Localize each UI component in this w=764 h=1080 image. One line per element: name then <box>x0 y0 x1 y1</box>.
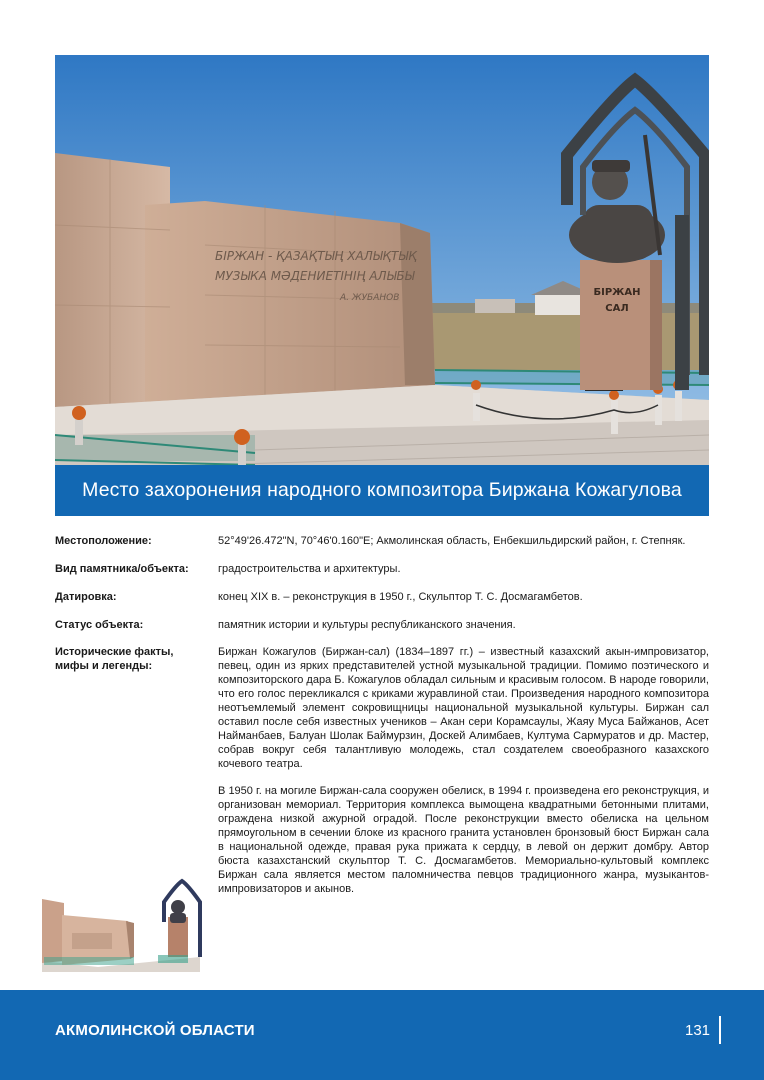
facts-paragraph-1: Биржан Кожагулов (Биржан-сал) (1834–1897 гг.) – известный казахский акын-импровизатор, певец, один из ярких представителей устной музыкальной традиции. Помимо поэтического и композиторского дара Б. Кожагулов обладал сильным и красивым голосом. В народе говорили, что его голос перекликался с криками журавлиной стаи. Произведения народного композитора неотъемлемый элемент сокровищницы национальной музыкальной культуры. Биржан сал оставил после себя известных учеников – Акан сери Корамсаулы, Жаяу Муса Байжанов, Асет Найманбаев, Балуан Шолак Баймурзин, Доскей Алимбаев, Култума Сармуратов и др. Мастер, собрав вокруг себя талантливую молодежь, стал создателем своеобразного казахского кочевого театра. <box>218 646 709 770</box>
location-value: 52°49'26.472"N, 70°46'0.160"E; Акмолинская область, Енбекшильдирский район, г. Степняк. <box>218 535 686 547</box>
type-label: Вид памятника/объекта: <box>55 563 189 575</box>
page-number: 131 <box>685 1022 711 1039</box>
inscription-line-3: А. ЖУБАНОВ <box>340 293 400 303</box>
info-row-date <box>55 590 709 604</box>
inscription-line-2: МУЗЫКА МӘДЕНИЕТІНІҢ АЛЫБЫ <box>215 269 415 283</box>
facts-text <box>218 645 709 771</box>
plinth-line-2: САЛ <box>605 303 629 314</box>
memorial-photo <box>55 55 709 465</box>
facts-text-2 <box>218 784 709 896</box>
facts-label: Исторические факты, мифы и легенды: <box>55 646 174 672</box>
info-row-type <box>55 562 709 576</box>
location-label: Местоположение: <box>55 535 152 547</box>
info-row-location <box>55 534 709 548</box>
date-label: Датировка: <box>55 591 117 603</box>
type-value: градостроительства и архитектуры. <box>218 563 401 575</box>
page-title: Место захоронения народного композитора Биржана Кожагулова <box>55 465 709 516</box>
status-label: Статус объекта: <box>55 619 144 631</box>
inscription-line-1: БІРЖАН - ҚАЗАҚТЫҢ ХАЛЫҚТЫҚ <box>215 249 417 263</box>
footer-region: АКМОЛИНСКОЙ ОБЛАСТИ <box>55 1022 255 1039</box>
memorial-sketch-image <box>38 877 203 977</box>
date-value: конец XIX в. – реконструкция в 1950 г., Скульптор Т. С. Досмагамбетов. <box>218 591 583 603</box>
plinth-line-1: БІРЖАН <box>593 287 641 298</box>
facts-paragraph-2: В 1950 г. на могиле Биржан-сала сооружен обелиск, в 1994 г. произведена его реконструкция, и организован мемориал. Территория комплекса вымощена квадратными бетонными плитами, ограждена низкой ажурной оградой. После реконструкции вместо обелиска на цельном прямоугольном в сечении блоке из красного гранита установлен бронзовый бюст Биржан сала в национальной одежде, правая рука прижата к сердцу, в левой он держит домбру. Автор бюста казахстанский скульптор Т. С. Досмагамбетов. Мемориально-культовый комплекс Биржан сала является местом паломничества певцов традиционного жанра, музыкантов-импровизаторов и акынов. <box>218 785 709 895</box>
page-number-divider <box>719 1016 721 1044</box>
info-row-status <box>55 618 709 632</box>
page-footer <box>0 990 764 1080</box>
status-value: памятник истории и культуры республиканского значения. <box>218 619 516 631</box>
